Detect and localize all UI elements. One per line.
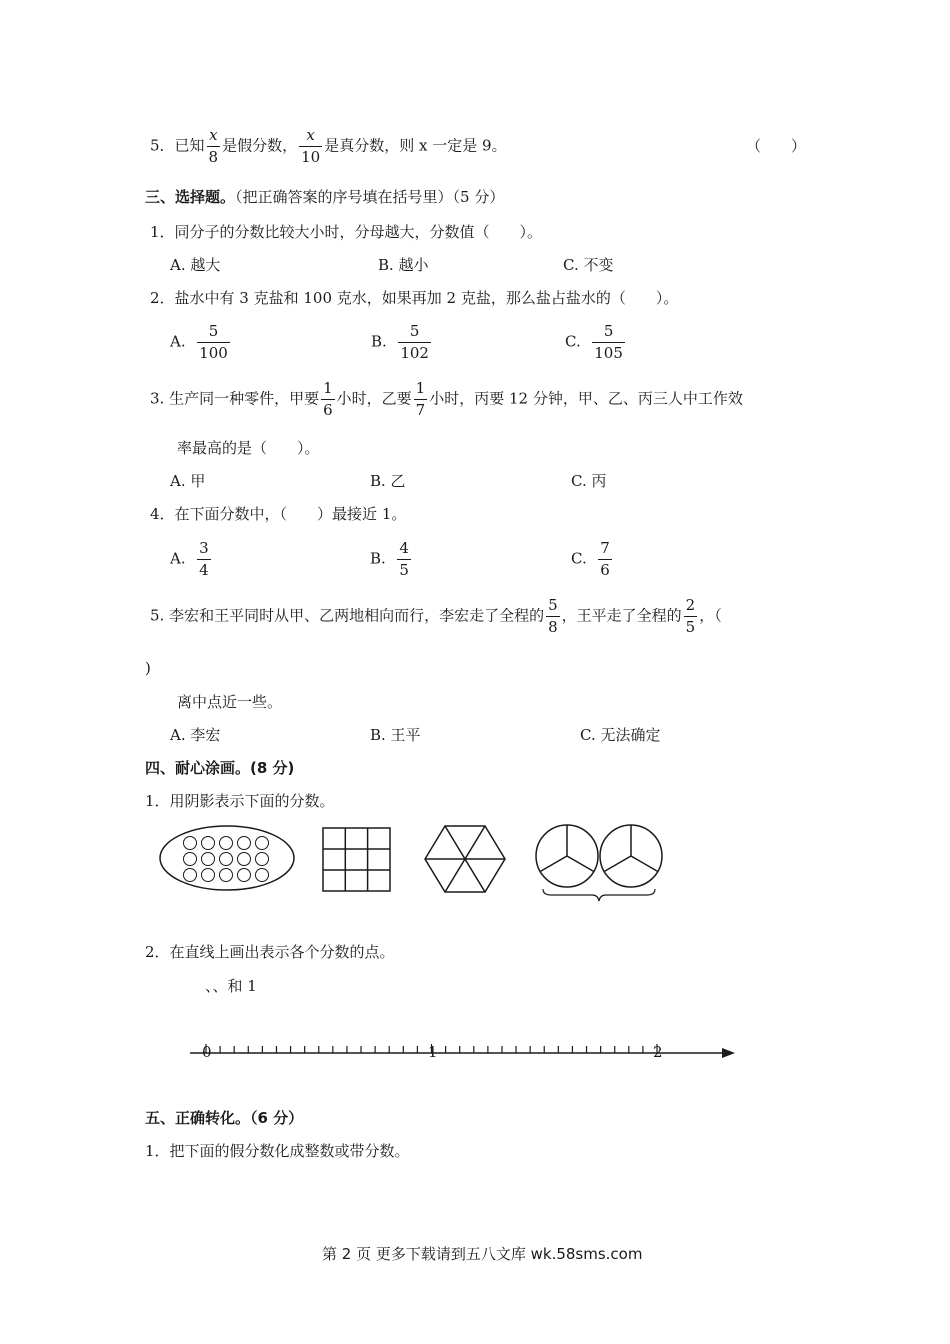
numerator: 3 (197, 541, 211, 560)
fraction-5-over-105 (592, 324, 625, 361)
q3-line2: 率最高的是（ ）。 (177, 439, 320, 457)
judge5-prefix: 5．已知 (150, 136, 205, 155)
q1-option-b[interactable]: B. 越小 (378, 256, 429, 274)
q3-part2: 小时，乙要 (336, 389, 412, 408)
small-circle[interactable] (202, 869, 215, 882)
denominator: 5 (685, 618, 696, 636)
numerator: 5 (592, 324, 625, 343)
section5-item1: 1．把下面的假分数化成整数或带分数。 (145, 1142, 410, 1160)
numerator: 2 (684, 598, 698, 617)
denominator: 100 (199, 344, 228, 362)
q5-line2: ) (145, 659, 151, 677)
small-circle[interactable] (256, 837, 269, 850)
numerator: 7 (598, 541, 612, 560)
option-label: A. (170, 549, 186, 568)
q3-option-b[interactable]: B. 乙 (370, 472, 406, 490)
small-circle[interactable] (220, 837, 233, 850)
fraction-5-over-102 (398, 324, 431, 361)
section5-title: 五、正确转化。（6 分） (145, 1109, 304, 1127)
denominator: 5 (399, 561, 409, 579)
numerator: 5 (546, 598, 560, 617)
fraction-5-over-8 (546, 598, 560, 635)
small-circle[interactable] (184, 837, 197, 850)
q5-option-a[interactable]: A. 李宏 (170, 726, 221, 744)
q5-line3: 离中点近一些。 (177, 693, 283, 711)
q3-option-a[interactable]: A. 甲 (170, 472, 206, 490)
q5-option-b[interactable]: B. 王平 (370, 726, 421, 744)
section3-heading (145, 190, 504, 205)
q4-option-b[interactable] (370, 541, 413, 578)
numerator: 5 (398, 324, 431, 343)
option-label: A. (170, 332, 186, 351)
fraction-3-over-4 (197, 541, 211, 578)
arrow-right-icon (722, 1048, 735, 1058)
square-grid-3x3-shape[interactable] (323, 828, 390, 891)
numerator: x (207, 128, 221, 147)
small-circle[interactable] (184, 853, 197, 866)
answer-paren[interactable]: （ ） (746, 137, 807, 155)
numerator: 1 (321, 381, 335, 400)
fraction-2-over-5 (684, 598, 698, 635)
option-label: C. (571, 549, 587, 568)
section4-item1: 1．用阴影表示下面的分数。 (145, 792, 335, 810)
q3-option-c[interactable]: C. 丙 (571, 472, 607, 490)
small-circle[interactable] (238, 837, 251, 850)
q2-option-b[interactable] (371, 324, 433, 361)
judge5-suffix: 是真分数，则 x 一定是 9。 (324, 136, 507, 155)
q2-text: 2．盐水中有 3 克盐和 100 克水，如果再加 2 克盐，那么盐占盐水的（ ）。 (150, 289, 679, 307)
page-footer: 第 2 页 更多下载请到五八文库 wk.58sms.com (322, 1245, 643, 1263)
denominator: 102 (400, 344, 429, 362)
small-circle[interactable] (202, 853, 215, 866)
option-label: B. (371, 332, 387, 351)
denominator: 8 (548, 618, 558, 636)
fraction-1-over-7 (414, 381, 428, 418)
q1-option-c[interactable]: C. 不变 (563, 256, 614, 274)
numerator: x (299, 128, 322, 147)
q3-part3: 小时，丙要 12 分钟，甲、乙、丙三人中工作效 (429, 389, 743, 408)
q4-text: 4．在下面分数中，（ ）最接近 1。 (150, 505, 407, 523)
small-circle[interactable] (256, 869, 269, 882)
denominator: 6 (600, 561, 610, 579)
fraction-7-over-6 (598, 541, 612, 578)
small-circle[interactable] (184, 869, 197, 882)
small-circle[interactable] (238, 869, 251, 882)
q5-option-c[interactable]: C. 无法确定 (580, 726, 661, 744)
section3-note: （把正确答案的序号填在括号里）（5 分） (235, 188, 505, 206)
small-circle[interactable] (256, 853, 269, 866)
q5-part3: ，（ (699, 606, 722, 625)
judge-question-5 (150, 128, 507, 165)
small-circle[interactable] (220, 853, 233, 866)
q5-text (150, 598, 722, 635)
small-circle[interactable] (202, 837, 215, 850)
denominator: 4 (199, 561, 209, 579)
section4-item2: 2．在直线上画出表示各个分数的点。 (145, 943, 395, 961)
q3-part1: 3. 生产同一种零件，甲要 (150, 389, 320, 408)
option-label: B. (370, 549, 386, 568)
numerator: 5 (197, 324, 230, 343)
fraction-x-over-8 (207, 128, 221, 165)
q2-option-a[interactable] (170, 324, 232, 361)
numerator: 4 (397, 541, 411, 560)
small-circle[interactable] (220, 869, 233, 882)
denominator: 105 (594, 344, 623, 362)
judge5-mid: 是假分数， (222, 136, 298, 155)
q1-option-a[interactable]: A. 越大 (170, 256, 221, 274)
section4-title: 四、耐心涂画。(8 分) (145, 759, 295, 777)
numerator: 1 (414, 381, 428, 400)
number-line-label-0: 0 (202, 1043, 212, 1061)
denominator: 6 (323, 401, 333, 419)
fraction-1-over-6 (321, 381, 335, 418)
fractions-line: 、、和 1 (205, 977, 257, 995)
number-line-label-1: 1 (428, 1043, 438, 1061)
q4-option-a[interactable] (170, 541, 213, 578)
q3-text (150, 381, 743, 418)
q5-part1: 5. 李宏和王平同时从甲、乙两地相向而行，李宏走了全程的 (150, 606, 545, 625)
hexagon-six-parts-shape[interactable] (425, 826, 505, 892)
q2-option-c[interactable] (565, 324, 627, 361)
fraction-4-over-5 (397, 541, 411, 578)
denominator: 8 (208, 148, 219, 166)
q5-part2: ，王平走了全程的 (561, 606, 682, 625)
ellipse-with-circles-shape[interactable] (160, 826, 294, 890)
small-circle[interactable] (238, 853, 251, 866)
q1-text: 1．同分子的分数比较大小时，分母越大，分数值（ ）。 (150, 223, 543, 241)
number-line-label-2: 2 (653, 1043, 663, 1061)
option-label: C. (565, 332, 581, 351)
denominator: 7 (415, 401, 426, 419)
section3-title: 三、选择题。 (145, 188, 236, 206)
q4-option-c[interactable] (571, 541, 614, 578)
fraction-5-over-100 (197, 324, 230, 361)
denominator: 10 (301, 148, 321, 166)
fraction-x-over-10 (299, 128, 322, 165)
two-circles-thirds-shape[interactable] (536, 825, 662, 901)
